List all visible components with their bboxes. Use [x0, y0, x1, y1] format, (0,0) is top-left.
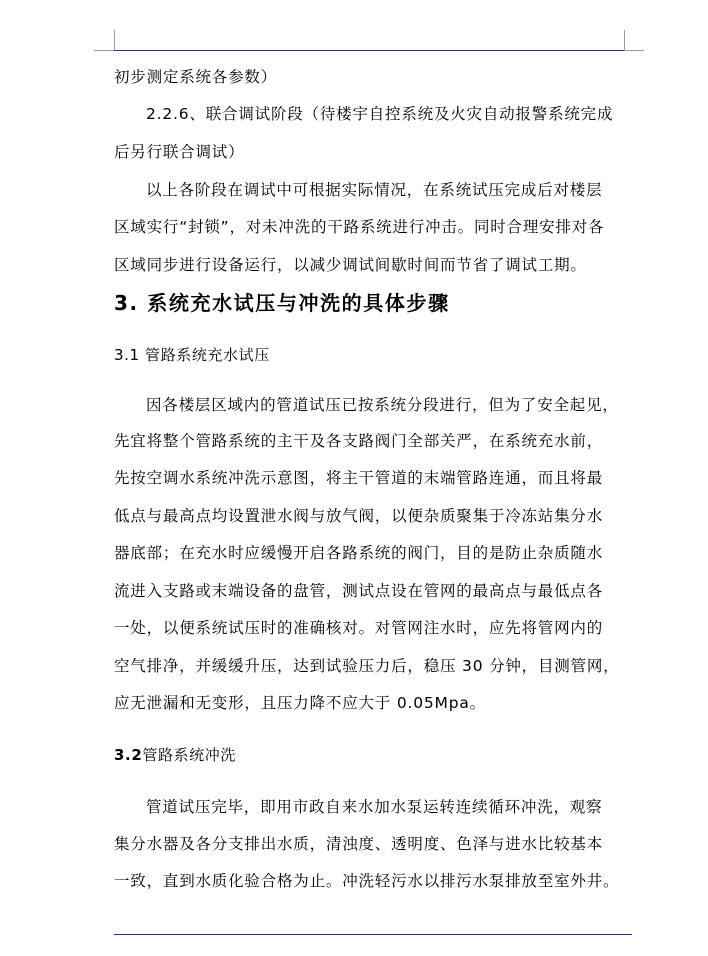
- footer-rule: [114, 934, 632, 935]
- crop-mark-top-left-h: [94, 50, 114, 51]
- section-2-2-6-line: 2.2.6、联合调试阶段（待楼宇自控系统及火灾自动报警系统完成: [146, 105, 614, 123]
- section-heading-3: 3. 系统充水试压与冲洗的具体步骤: [114, 291, 450, 315]
- paragraph-line: 流进入支路或末端设备的盘管，测试点设在管网的最高点与最低点各: [114, 582, 604, 600]
- crop-mark-top-right-h: [624, 50, 644, 51]
- paragraph-line: 应无泄漏和无变形，且压力降不应大于 0.05Mpa。: [114, 694, 486, 712]
- paragraph-line: 集分水器及各分支排出水质，清浊度、透明度、色泽与进水比较基本: [114, 835, 604, 853]
- paragraph-line: 管道试压完毕，即用市政自来水加水泵运转连续循环冲洗，观察: [146, 798, 603, 816]
- paragraph-line: 空气排净，并缓缓升压，达到试验压力后，稳压 30 分钟，目测管网，: [114, 657, 620, 675]
- paragraph-line: 区域实行“封锁”，对未冲洗的干路系统进行冲击。同时合理安排对各: [114, 218, 605, 236]
- paragraph-line: 器底部；在充水时应缓慢开启各路系统的阀门，目的是防止杂质随水: [114, 544, 604, 562]
- paragraph-line: 初步测定系统各参数）: [114, 68, 278, 86]
- subsection-number: 3.2: [114, 746, 143, 764]
- paragraph-line: 后另行联合调试）: [114, 143, 245, 161]
- subsection-heading-3-2: [114, 745, 236, 765]
- paragraph-line: 一处，以便系统试压时的准确核对。对管网注水时，应先将管网内的: [114, 619, 604, 637]
- paragraph-line: 区域同步进行设备运行，以减少调试间歇时间而节省了调试工期。: [114, 256, 587, 274]
- paragraph-line: 先按空调水系统冲洗示意图，将主干管道的末端管路连通，而且将最: [114, 469, 604, 487]
- paragraph-line: 低点与最高点均设置泄水阀与放气阀，以便杂质聚集于冷冻站集分水: [114, 507, 604, 525]
- crop-mark-top-right-v: [624, 30, 625, 50]
- paragraph-line: 因各楼层区域内的管道试压已按系统分段进行，但为了安全起见，: [146, 396, 619, 414]
- subsection-heading-3-1: 3.1 管路系统充水试压: [114, 346, 270, 364]
- crop-mark-top-left-v: [114, 30, 115, 50]
- paragraph-line: 一致，直到水质化验合格为止。冲洗轻污水以排污水泵排放至室外井。: [114, 872, 620, 890]
- paragraph-line: 以上各阶段在调试中可根据实际情况，在系统试压完成后对楼层: [146, 181, 603, 199]
- header-rule: [114, 50, 624, 51]
- paragraph-line: 先宜将整个管路系统的主干及各支路阀门全部关严，在系统充水前，: [114, 432, 604, 450]
- subsection-title: 管路系统冲洗: [142, 746, 236, 764]
